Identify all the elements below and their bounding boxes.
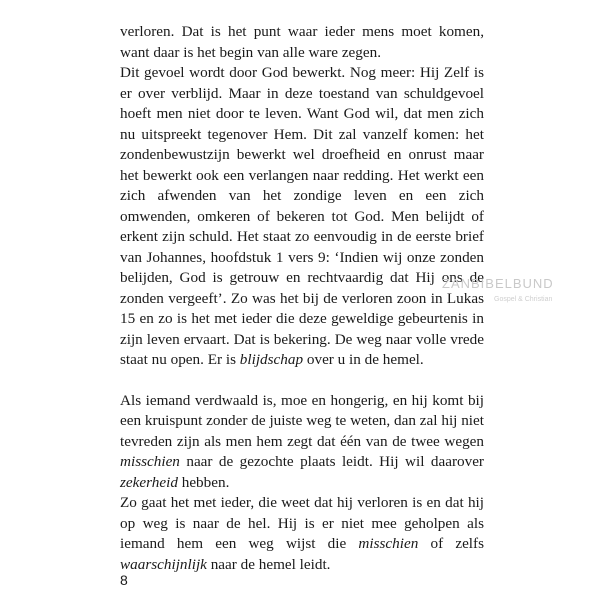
text-segment: Als iemand verdwaald is, moe en hongerig, en hij komt bij een kruispunt zonder de juiste weg te weten, dan zal hij niet tevreden zijn als men hem zegt dat één van de twee wegen — [120, 391, 484, 450]
text-segment: naar de gezochte plaats leidt. Hij wil daarover — [179, 453, 484, 470]
book-page — [120, 22, 554, 592]
paragraph-2 — [120, 63, 484, 371]
text-segment: Zo gaat het met ieder, die weet dat hij verloren is en dat hij op weg is naar de hel. Hij is er niet mee geholpen als iemand hem een weg wijst die — [120, 494, 484, 552]
watermark-text: ZANBIBELBUND — [442, 276, 554, 291]
emphasized-text: waarschijnlijk — [120, 555, 207, 573]
text-segment: naar de hemel leidt. — [206, 555, 331, 573]
text-segment: hebben. — [177, 473, 230, 491]
page-number: 8 — [120, 572, 128, 588]
paragraph-3 — [120, 391, 484, 494]
text-segment: Dit gevoel wordt door God bewerkt. Nog meer: Hij Zelf is er over verblijd. Maar in deze toestand van schuldgevoel hoeft men niet door te leven. Want God wil, dat men zich nu uitspreekt tegenover Hem. Dit zal vanzelf komen: het zondenbewustzijn bewerkt wel droefheid en onrust maar het bewerkt ook een verlangen naar redding. Het werkt een zich afwenden van het zondige leven en een zich omwenden, omkeren of bekeren tot God. Men belijdt of erkent zijn schuld. Het staat zo eenvoudig in de eerste brief van Johannes, hoofdstuk 1 vers 9: ‘Indien wij onze zonden belijden, God is getrouw en rechtvaardig dat Hij ons de zonden vergeeft’. Zo was het bij de verloren zoon in Lukas 15 en zo is het met ieder die deze geweldige gebeurtenis in zijn leven ervaart. Dat is bekering. De weg naar volle vrede staat nu open. Er is — [120, 64, 484, 368]
emphasized-text: misschien — [358, 535, 419, 552]
watermark-subtext: Gospel & Christian — [494, 296, 553, 303]
paragraph-gap — [120, 371, 484, 391]
text-segment: verloren. Dat is het punt waar ieder mens moet komen, want daar is het begin van alle ware zegen. — [120, 23, 484, 61]
paragraph-4 — [120, 493, 484, 575]
emphasized-text: blijdschap — [239, 351, 304, 368]
text-segment: of zelfs — [418, 535, 484, 552]
page-body-text — [120, 22, 484, 575]
emphasized-text: zekerheid — [120, 473, 178, 491]
text-segment: over u in de hemel. — [303, 351, 424, 368]
paragraph-1 — [120, 22, 484, 63]
emphasized-text: misschien — [120, 453, 180, 470]
